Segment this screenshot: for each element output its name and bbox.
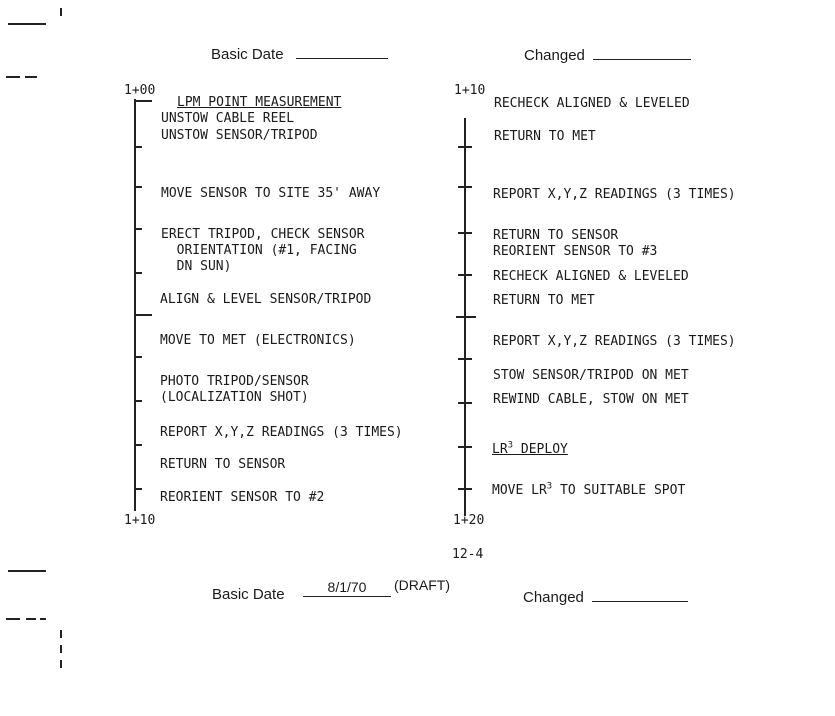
margin-mark [60,645,62,653]
right-item: RETURN TO MET [493,293,595,308]
draft-label: (DRAFT) [394,577,450,593]
left-tick [134,488,142,490]
right-item: RETURN TO SENSOR [493,228,619,243]
left-time-start: 1+00 [124,83,156,98]
right-tick [458,274,472,276]
right-item: REWIND CABLE, STOW ON MET [493,392,689,407]
header-changed-label: Changed [524,47,585,64]
right-time-start: 1+10 [454,83,486,98]
footer-changed-label: Changed [523,589,584,606]
left-tick [134,146,142,148]
margin-mark [26,618,36,620]
header-changed [524,45,691,64]
margin-mark [40,618,46,620]
right-item: RECHECK ALIGNED & LEVELED [493,269,689,284]
lr3-deploy-suffix: DEPLOY [513,442,568,457]
footer-changed [523,587,688,606]
right-tick [458,186,472,188]
right-item: REORIENT SENSOR TO #3 [493,244,658,259]
margin-mark [25,76,37,78]
right-item: RETURN TO MET [494,129,596,144]
right-tick [458,146,472,148]
lr3-deploy-heading [492,442,568,458]
left-item: UNSTOW CABLE REEL [161,111,295,126]
footer-basic-date-value: 8/1/70 [303,578,391,597]
left-tick [134,228,142,230]
left-tick [134,272,142,274]
left-item: REPORT X,Y,Z READINGS (3 TIMES) [160,425,403,440]
left-time-end: 1+10 [124,513,156,528]
footer-changed-blank [592,587,688,602]
lr3-move-prefix: MOVE LR [492,483,547,498]
margin-mark [6,76,20,78]
left-tick [134,444,142,446]
lr3-deploy-superscript: 3 [507,440,514,451]
right-item: REPORT X,Y,Z READINGS (3 TIMES) [493,334,736,349]
header-changed-blank [593,45,691,60]
footer-basic-date-label: Basic Date [212,586,285,603]
header-basic-date-blank [296,44,388,59]
activity-title: LPM POINT MEASUREMENT [177,95,342,110]
header-basic-date [211,44,388,63]
left-tick [134,100,152,102]
header-basic-date-label: Basic Date [211,46,284,63]
right-tick [456,316,476,318]
margin-mark [60,8,62,16]
lr3-move-superscript: 3 [546,481,553,492]
lr3-deploy-prefix: LR [492,442,508,457]
left-item: MOVE SENSOR TO SITE 35' AWAY [161,186,381,201]
left-item: REORIENT SENSOR TO #2 [160,490,325,505]
left-item: ALIGN & LEVEL SENSOR/TRIPOD [160,292,372,307]
right-tick [458,446,472,448]
left-item: MOVE TO MET (ELECTRONICS) [160,333,356,348]
margin-mark [8,23,46,25]
left-item: PHOTO TRIPOD/SENSOR (LOCALIZATION SHOT) [160,374,309,405]
left-item: RETURN TO SENSOR [160,457,286,472]
margin-mark [6,618,20,620]
right-item: RECHECK ALIGNED & LEVELED [494,96,690,111]
page-number: 12-4 [452,547,484,562]
right-tick [458,402,472,404]
right-tick [458,358,472,360]
left-item: UNSTOW SENSOR/TRIPOD [161,128,318,143]
left-item: ERECT TRIPOD, CHECK SENSOR ORIENTATION (#1, FACING DN SUN) [161,227,365,274]
left-tick [134,356,142,358]
margin-mark [60,660,62,668]
left-tick [134,314,152,316]
margin-mark [60,630,62,638]
lr3-move-item [492,483,685,499]
right-item: STOW SENSOR/TRIPOD ON MET [493,368,689,383]
left-tick [134,400,142,402]
right-time-end: 1+20 [453,513,485,528]
left-timeline-line [134,99,136,511]
right-tick [458,232,472,234]
left-tick [134,186,142,188]
lr3-move-suffix: TO SUITABLE SPOT [552,483,686,498]
right-tick [458,488,472,490]
right-item: REPORT X,Y,Z READINGS (3 TIMES) [493,187,736,202]
margin-mark [8,570,46,572]
